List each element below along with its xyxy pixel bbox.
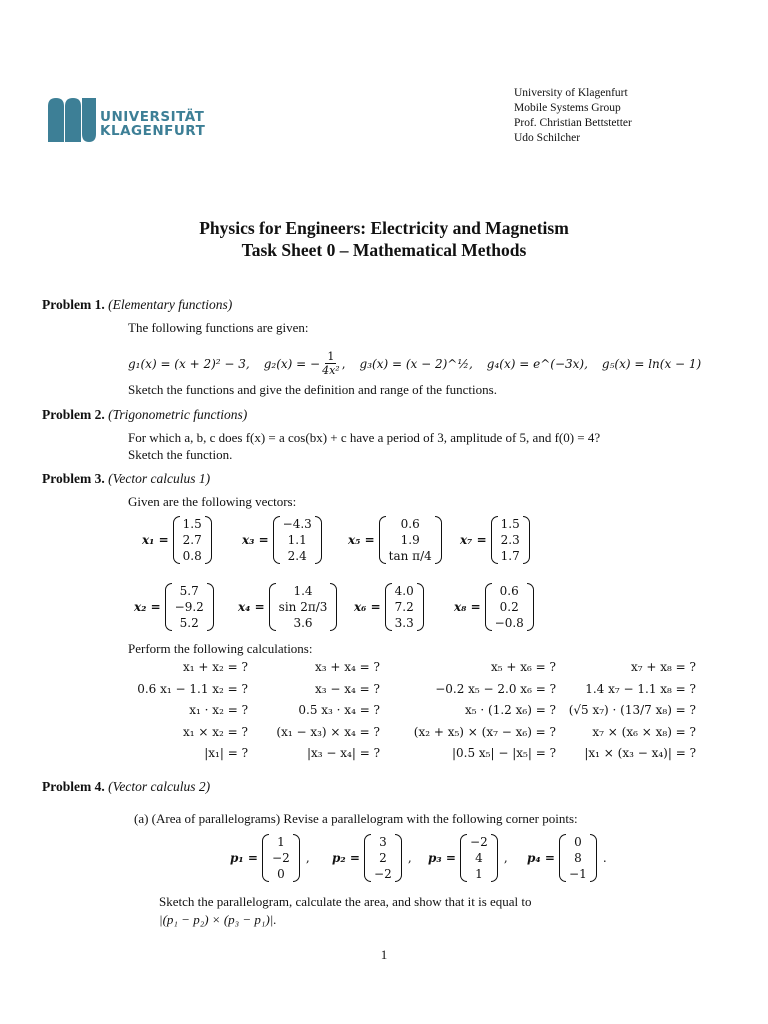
logo-mark-icon <box>48 98 98 142</box>
logo-wordmark: UNIVERSITÄT KLAGENFURT <box>100 109 206 139</box>
vector-x4: x₄ = 1.4 sin 2π/3 3.6 <box>238 583 337 631</box>
address-line: Prof. Christian Bettstetter <box>514 117 632 129</box>
problem-3-intro: Given are the following vectors: <box>128 494 297 509</box>
vector-x5: x₅ = 0.6 1.9 tan π/4 <box>348 516 442 564</box>
calc-item: |0.5 x₅| − |x₅| = ? <box>451 746 556 760</box>
problem-2-heading: Problem 2. (Trigonometric functions) <box>42 407 248 422</box>
calc-item: x₁ × x₂ = ? <box>183 724 248 739</box>
vector-x2: x₂ = 5.7 −9.2 5.2 <box>134 583 214 631</box>
function-g4: g₄(x) = e^(−3x), <box>486 356 588 371</box>
problem-1-task: Sketch the functions and give the definition and range of the functions. <box>128 382 497 397</box>
point-p1: p₁ = 1 −2 0 , <box>230 835 310 881</box>
page-number: 1 <box>380 947 388 962</box>
calc-item: 1.4 x₇ − 1.1 x₈ = ? <box>585 681 696 696</box>
problem-4-part-a: (a) (Area of parallelograms) Revise a parallelogram with the following corner points: <box>134 811 578 826</box>
vector-x1: x₁ = 1.5 2.7 0.8 <box>142 516 212 564</box>
calc-item: |x₃ − x₄| = ? <box>306 746 380 760</box>
point-p2: p₂ = 3 2 −2 , <box>332 835 412 881</box>
problem-4-heading: Problem 4. (Vector calculus 2) <box>42 779 211 794</box>
address-line: Mobile Systems Group <box>514 102 621 114</box>
calc-column-3 <box>414 657 556 765</box>
problem-1-intro: The following functions are given: <box>128 320 309 335</box>
calc-item: (x₁ − x₃) × x₄ = ? <box>276 724 380 739</box>
vector-x8: x₈ = 0.6 0.2 −0.8 <box>454 583 534 631</box>
problem-1-heading: Problem 1. (Elementary functions) <box>42 297 233 312</box>
problem-2-line-1: For which a, b, c does f(x) = a cos(bx) + c have a period of 3, amplitude of 5, and f(0) = 4? <box>128 430 601 445</box>
calc-item: |x₁ × (x₃ − x₄)| = ? <box>584 746 696 760</box>
calc-item: x₁ + x₂ = ? <box>183 660 248 674</box>
calc-column-1 <box>137 657 248 765</box>
function-g5: g₅(x) = ln(x − 1) <box>601 356 702 371</box>
problem-4-sketch-line-1: Sketch the parallelogram, calculate the area, and show that it is equal to <box>159 894 532 909</box>
calc-item: 0.6 x₁ − 1.1 x₂ = ? <box>137 681 248 696</box>
calc-item: −0.2 x₅ − 2.0 x₆ = ? <box>435 681 556 696</box>
function-list: g₁(x) = (x + 2)² − 3, g₂(x) = − $\frac{1}{\text{4x²}}$ , g₃(x) = (x − 2)^½, g₄(x) = e^(−3x), g₅(x) = ln(x − 1) <box>128 350 702 377</box>
calc-item: 0.5 x₃ · x₄ = ? <box>298 703 380 717</box>
function-g1: g₁(x) = (x + 2)² − 3, <box>128 356 250 371</box>
address-block <box>514 86 632 146</box>
problem-3-perform: Perform the following calculations: <box>128 641 313 656</box>
calc-item: x₇ × (x₆ × x₈) = ? <box>592 724 696 739</box>
problem-4-sketch-line-2: |(p₁ − p₂) × (p₃ − p₁)|. <box>159 912 277 927</box>
calc-item: x₅ + x₆ = ? <box>491 660 556 674</box>
vector-x6: x₆ = 4.0 7.2 3.3 <box>354 583 424 631</box>
point-p3: p₃ = −2 4 1 , <box>428 835 508 881</box>
function-g3: g₃(x) = (x − 2)^½, <box>359 356 473 371</box>
problem-3-heading: Problem 3. (Vector calculus 1) <box>42 471 211 486</box>
calc-item: x₃ + x₄ = ? <box>315 660 380 674</box>
vector-x7: x₇ = 1.5 2.3 1.7 <box>460 516 530 564</box>
problem-2-line-2: Sketch the function. <box>128 447 233 462</box>
address-line: University of Klagenfurt <box>514 87 628 99</box>
calc-item: x₃ − x₄ = ? <box>315 681 380 696</box>
calc-column-2 <box>276 657 380 765</box>
calc-item: x₅ · (1.2 x₆) = ? <box>465 703 556 717</box>
calc-item: x₇ + x₈ = ? <box>631 660 696 674</box>
calc-column-4 <box>569 657 696 765</box>
university-logo <box>48 98 208 142</box>
page-title: Physics for Engineers: Electricity and Magnetism Task Sheet 0 – Mathematical Methods <box>199 218 569 260</box>
vector-x3: x₃ = −4.3 1.1 2.4 <box>242 516 322 564</box>
calc-item: |x₁| = ? <box>204 746 248 760</box>
function-g2-fraction: $\frac{1}{\text{4x²}}$ <box>322 350 340 377</box>
point-p4: p₄ = 0 8 −1 . <box>527 835 607 881</box>
calc-item: (√5 x₇) · (13/7 x₈) = ? <box>568 703 696 717</box>
address-line: Udo Schilcher <box>514 132 581 144</box>
function-g2: g₂(x) = − <box>263 356 321 371</box>
calc-item: (x₂ + x₅) × (x₇ − x₆) = ? <box>413 724 556 739</box>
calc-item: x₁ · x₂ = ? <box>189 703 248 717</box>
